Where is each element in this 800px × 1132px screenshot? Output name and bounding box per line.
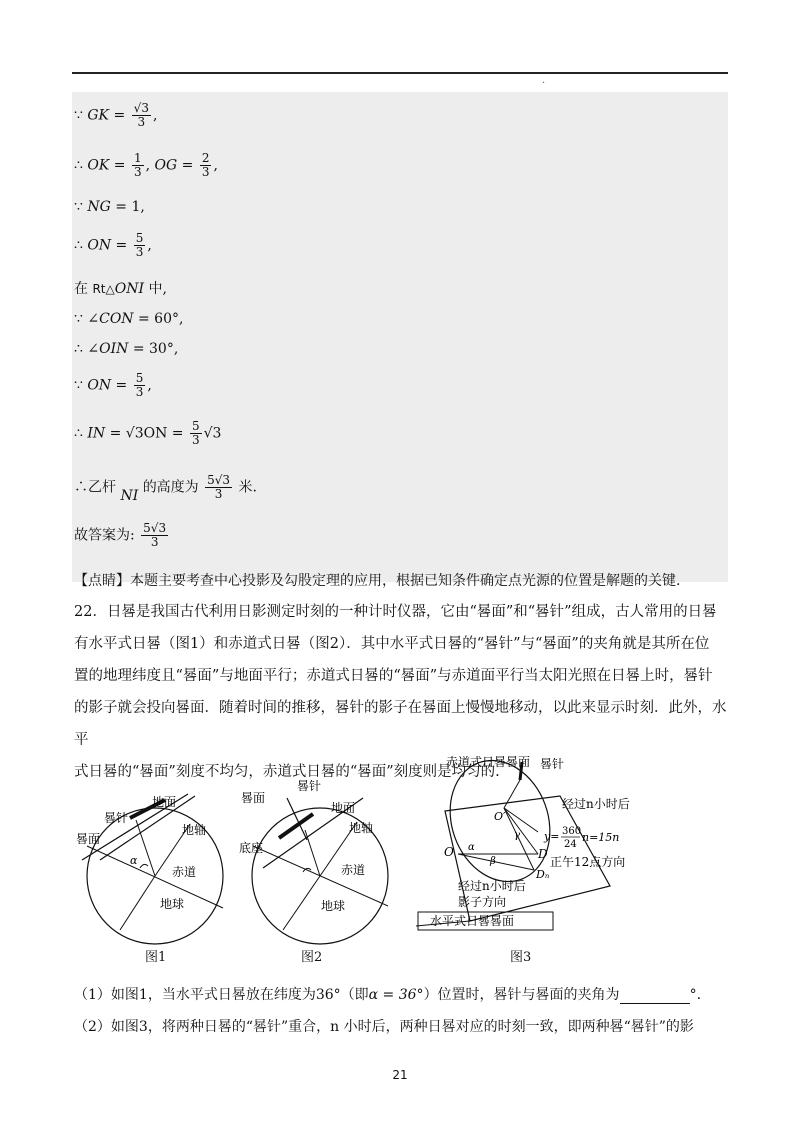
figure-1 (70, 780, 240, 960)
page-number: 21 (392, 1068, 408, 1082)
solution-line-6: ∵ ∠CON = 60°, (74, 311, 184, 327)
figure-1-caption: 图1 (145, 950, 167, 965)
question-1: （1）如图1，当水平式日晷放在纬度为36°（即α = 36°）位置时，晷针与晷面的夹角为 °. (74, 987, 702, 1003)
fig1-earth-label: 地球 (160, 897, 185, 911)
solution-line-4: ∴ ON = $\frac{5}{3}$ , (74, 231, 152, 259)
fig3-y-numerator: 360 (562, 826, 582, 837)
fig1-axis-label: 地轴 (182, 823, 207, 837)
solution-line-11: 故答案为: $\frac{5√3}{3}$ (74, 521, 167, 549)
fig2-equator-label: 赤道 (341, 863, 366, 877)
fig3-noon-label: 正午12点方向 (550, 855, 626, 869)
fig3-shadow-label-2: 影子方向 (458, 895, 507, 909)
fig3-y-rest: n=15n (582, 831, 620, 844)
figure-3 (410, 756, 660, 936)
problem-line: 的影子就会投向晷面．随着时间的推移，晷针的影子在晷面上慢慢地移动，以此来显示时刻．此外，水平 (74, 700, 727, 748)
fig3-Oprime: O′ (494, 810, 506, 823)
problem-line: 22．日晷是我国古代利用日影测定时刻的一种计时仪器，它由“晷面”和“晷针”组成，古人常用的日晷 (74, 604, 717, 620)
header-dot: · (542, 78, 546, 89)
fig3-D: D (538, 847, 548, 861)
fig2-base-label: 底座 (239, 841, 264, 855)
problem-line: 有水平式日晷（图1）和赤道式日晷（图2）．其中水平式日晷的“晷针”与“晷面”的夹角就是其所在位 (74, 636, 710, 652)
fig3-y-eq: y= (544, 830, 560, 843)
header-rule (72, 72, 728, 74)
fig3-gamma: γ (514, 830, 520, 841)
fig1-ground-label: 地面 (152, 795, 177, 809)
solution-line-5: 在 Rt△ONI 中, (74, 281, 167, 297)
fig2-surface-label: 晷面 (241, 791, 266, 805)
figure-3-caption: 图3 (510, 950, 532, 965)
fig1-equator-label: 赤道 (172, 865, 197, 879)
fig1-alpha: α (130, 854, 138, 867)
fig3-y-denominator: 24 (564, 839, 577, 850)
solution-line-9: ∴ IN = √3ON = $\frac{5}{3}$ √3 (74, 419, 222, 447)
solution-line-10: ∴乙杆 NI 的高度为 $\frac{5√3}{3}$ 米. (74, 473, 257, 504)
fig1-surface-label: 晷面 (76, 832, 101, 846)
fig2-axis-label: 地轴 (349, 821, 374, 835)
solution-line-8: ∵ ON = $\frac{5}{3}$ , (74, 371, 152, 399)
question-2: （2）如图3，将两种日晷的“晷针”重合，n 小时后，两种日晷对应的时刻一致，即两种晷“晷针”的影 (74, 1019, 694, 1035)
problem-line: 式日晷的“晷面”刻度不均匀，赤道式日晷的“晷面”刻度则是均匀的. (74, 764, 500, 780)
fig3-shadow-label-1: 经过n小时后 (458, 879, 526, 893)
solution-line-2: ∴ OK = $\frac{1}{3}$ , OG = $\frac{2}{3}$ , (74, 151, 218, 179)
fig3-alpha: α (468, 842, 475, 853)
fig1-needle-label: 晷针 (104, 811, 129, 825)
fig2-earth-label: 地球 (321, 899, 346, 913)
fig2-needle-label: 晷针 (297, 780, 322, 793)
figure-2 (235, 780, 405, 960)
fig3-horizontal-face-label: 水平式日晷晷面 (430, 914, 515, 928)
fig3-equatorial-face-label: 赤道式日晷晷面 (446, 756, 531, 769)
fig3-after-label: 经过n小时后 (562, 797, 630, 811)
problem-line: 置的地理纬度且“晷面”与地面平行；赤道式日晷的“晷面”与赤道面平行当太阳光照在日晷上时，晷针 (74, 668, 713, 684)
solution-line-3: ∵ NG = 1, (74, 199, 145, 215)
solution-line-1: ∵ GK = $\frac{√3}{3}$ , (74, 101, 158, 129)
answer-blank[interactable] (620, 989, 690, 1004)
figure-2-caption: 图2 (301, 950, 323, 965)
fig3-needle-label: 晷针 (540, 757, 565, 771)
fig2-ground-label: 地面 (331, 801, 356, 815)
solution-line-7: ∴ ∠OIN = 30°, (74, 341, 179, 357)
fig3-Dn: Dₙ (536, 868, 550, 881)
fig3-beta: β (490, 856, 496, 867)
fig3-O: O (444, 845, 454, 859)
solution-comment: 【点睛】本题主要考查中心投影及勾股定理的应用，根据已知条件确定点光源的位置是解题的关键. (74, 573, 681, 589)
